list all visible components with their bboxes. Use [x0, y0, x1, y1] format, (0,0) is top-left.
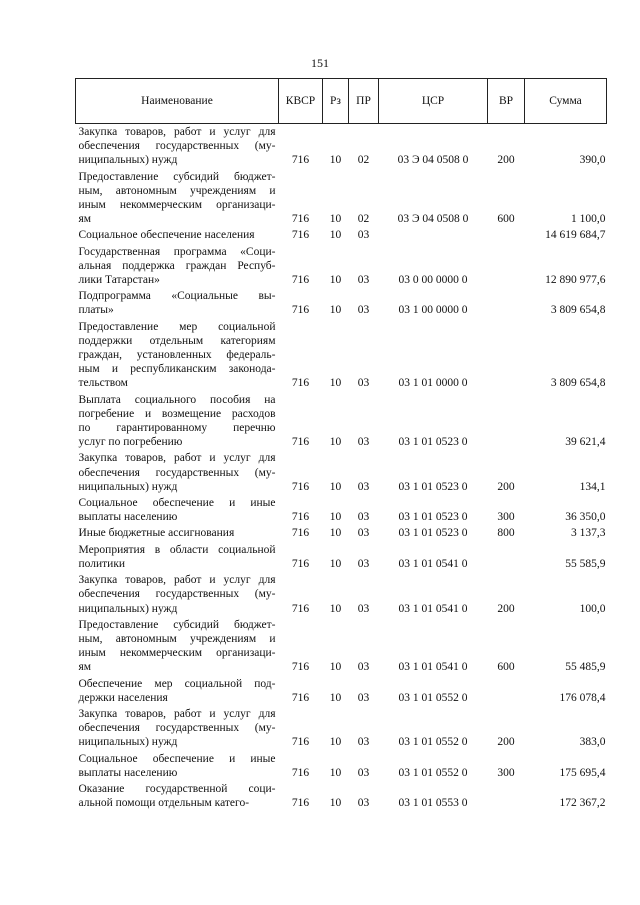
row-name-line: ным, автономным учреждениям и — [78, 632, 276, 645]
row-name-line: Обеспечение мер социальной под- — [78, 677, 276, 690]
cell-pr: 03 — [357, 274, 370, 287]
cell-pr: 03 — [357, 557, 370, 570]
row-name-line: погребение и возмещение расходов — [78, 407, 276, 420]
row-name-line: обеспечения государственных (му- — [78, 140, 276, 153]
cell-kvsr: 716 — [291, 557, 310, 570]
cell-csr: 03 Э 04 0508 0 — [397, 154, 469, 167]
table-row — [76, 392, 607, 451]
table-row — [76, 542, 607, 572]
cell-sum: 383,0 — [579, 736, 606, 749]
cell-kvsr: 716 — [291, 661, 310, 674]
cell-rz: 10 — [329, 527, 342, 540]
row-name — [76, 525, 279, 541]
row-name-line: Подпрограмма «Социальные вы- — [78, 290, 276, 303]
cell-pr: 03 — [357, 602, 370, 615]
cell-kvsr: 716 — [291, 736, 310, 749]
cell-pr: 03 — [357, 229, 370, 242]
cell-sum: 172 367,2 — [559, 797, 606, 810]
cell-rz: 10 — [329, 377, 342, 390]
row-name-line: Мероприятия в области социальной — [78, 543, 276, 556]
row-name-line: Предоставление субсидий бюджет- — [78, 618, 276, 631]
row-name-line: поддержки отдельным категориям — [78, 334, 276, 347]
row-name — [76, 617, 279, 676]
cell-pr: 02 — [357, 154, 370, 167]
row-name-line: выплаты населению — [78, 766, 178, 779]
cell-vr: 600 — [497, 661, 515, 674]
table-row — [76, 288, 607, 318]
row-name-line: ным, автономным учреждениям и — [78, 184, 276, 197]
cell-pr: 03 — [357, 304, 370, 317]
row-name-line: ниципальных) нужд — [78, 480, 178, 493]
cell-vr — [488, 319, 525, 392]
cell-csr: 03 1 01 0523 0 — [398, 511, 468, 524]
cell-rz: 10 — [329, 213, 342, 226]
cell-kvsr: 716 — [291, 511, 310, 524]
table-row — [76, 572, 607, 617]
row-name-line: Предоставление мер социальной — [78, 320, 276, 333]
cell-rz: 10 — [329, 736, 342, 749]
cell-csr: 03 1 01 0552 0 — [398, 736, 468, 749]
cell-pr: 03 — [357, 797, 370, 810]
cell-rz: 10 — [329, 154, 342, 167]
cell-kvsr: 716 — [291, 274, 310, 287]
cell-sum: 3 137,3 — [571, 527, 606, 540]
cell-sum: 12 890 977,6 — [545, 274, 606, 287]
row-name — [76, 244, 279, 289]
cell-csr: 03 1 01 0541 0 — [398, 557, 468, 570]
cell-vr: 200 — [497, 154, 515, 167]
header-name: Наименование — [76, 79, 279, 124]
cell-vr — [488, 781, 525, 811]
row-name-line: Государственная программа «Соци- — [78, 245, 276, 258]
table-row — [76, 617, 607, 676]
cell-sum: 55 485,9 — [565, 661, 606, 674]
cell-sum: 3 809 654,8 — [550, 304, 606, 317]
row-name-line: Социальное обеспечение населения — [78, 229, 255, 242]
row-name-line: ниципальных) нужд — [78, 736, 178, 749]
cell-csr: 03 1 01 0541 0 — [398, 661, 468, 674]
table-row — [76, 319, 607, 392]
cell-csr: 03 1 01 0000 0 — [398, 377, 468, 390]
page-number: 151 — [311, 56, 329, 70]
table-row — [76, 781, 607, 811]
row-name-line: платы» — [78, 304, 114, 317]
cell-csr: 03 1 01 0523 0 — [398, 436, 468, 449]
row-name-line: ям — [78, 661, 92, 674]
cell-pr: 03 — [357, 661, 370, 674]
cell-pr: 03 — [357, 527, 370, 540]
table-header — [76, 79, 607, 124]
row-name-line: тельством — [78, 377, 128, 390]
row-name-line: Закупка товаров, работ и услуг для — [78, 452, 276, 465]
cell-pr: 03 — [357, 377, 370, 390]
row-name — [76, 450, 279, 495]
cell-kvsr: 716 — [291, 766, 310, 779]
row-name-line: Социальное обеспечение и иные — [78, 752, 276, 765]
cell-rz: 10 — [329, 304, 342, 317]
cell-rz: 10 — [329, 229, 342, 242]
cell-pr: 03 — [357, 766, 370, 779]
row-name-line: Закупка товаров, работ и услуг для — [78, 126, 276, 138]
row-name-line: по гарантированному перечню — [78, 422, 276, 435]
row-name-line: Иные бюджетные ассигнования — [78, 527, 235, 540]
cell-kvsr: 716 — [291, 797, 310, 810]
table-row — [76, 676, 607, 706]
cell-pr: 03 — [357, 480, 370, 493]
cell-rz: 10 — [329, 511, 342, 524]
row-name — [76, 392, 279, 451]
header-rz: Рз — [323, 79, 349, 124]
cell-pr: 03 — [357, 436, 370, 449]
cell-sum: 1 100,0 — [571, 213, 606, 226]
cell-sum: 3 809 654,8 — [550, 377, 606, 390]
row-name-line: Оказание государственной соци- — [78, 782, 276, 795]
cell-sum: 39 621,4 — [565, 436, 606, 449]
cell-rz: 10 — [329, 557, 342, 570]
row-name-line: иным некоммерческим организаци- — [78, 199, 276, 212]
row-name-line: Закупка товаров, работ и услуг для — [78, 574, 276, 587]
cell-vr: 200 — [497, 480, 515, 493]
cell-vr: 800 — [497, 527, 515, 540]
row-name-line: выплаты населению — [78, 511, 178, 524]
cell-csr: 03 1 01 0523 0 — [398, 480, 468, 493]
row-name — [76, 495, 279, 525]
header-pr: ПР — [349, 79, 379, 124]
table-row — [76, 450, 607, 495]
cell-kvsr: 716 — [291, 304, 310, 317]
cell-vr: 600 — [497, 213, 515, 226]
row-name-line: ниципальных) нужд — [78, 154, 178, 167]
cell-kvsr: 716 — [291, 691, 310, 704]
cell-kvsr: 716 — [291, 602, 310, 615]
cell-kvsr: 716 — [291, 229, 310, 242]
cell-sum: 100,0 — [579, 602, 606, 615]
row-name-line: ниципальных) нужд — [78, 602, 178, 615]
row-name — [76, 288, 279, 318]
cell-csr: 03 Э 04 0508 0 — [397, 213, 469, 226]
row-name-line: услуг по погребению — [78, 436, 183, 449]
cell-rz: 10 — [329, 602, 342, 615]
cell-csr: 03 1 01 0552 0 — [398, 766, 468, 779]
cell-sum: 36 350,0 — [565, 511, 606, 524]
cell-sum: 14 619 684,7 — [545, 229, 606, 242]
row-name-line: иным некоммерческим организаци- — [78, 647, 276, 660]
cell-rz: 10 — [329, 436, 342, 449]
row-name-line: обеспечения государственных (му- — [78, 588, 276, 601]
cell-pr: 03 — [357, 691, 370, 704]
table-body — [76, 124, 607, 812]
table-row — [76, 751, 607, 781]
row-name — [76, 751, 279, 781]
header-vr: ВР — [488, 79, 525, 124]
cell-rz: 10 — [329, 274, 342, 287]
cell-vr — [488, 288, 525, 318]
table-row — [76, 169, 607, 228]
row-name-line: держки населения — [78, 691, 168, 704]
header-csr: ЦСР — [379, 79, 488, 124]
cell-vr — [488, 244, 525, 289]
row-name — [76, 572, 279, 617]
cell-rz: 10 — [329, 691, 342, 704]
cell-sum: 176 078,4 — [559, 691, 606, 704]
cell-kvsr: 716 — [291, 213, 310, 226]
budget-table — [75, 78, 607, 811]
row-name-line: обеспечения государственных (му- — [78, 722, 276, 735]
cell-rz: 10 — [329, 766, 342, 779]
cell-sum: 134,1 — [579, 480, 606, 493]
row-name-line: альная поддержка граждан Респуб- — [78, 259, 276, 272]
cell-kvsr: 716 — [291, 480, 310, 493]
cell-sum: 390,0 — [579, 154, 606, 167]
table-row — [76, 525, 607, 541]
cell-pr: 02 — [357, 213, 370, 226]
cell-vr: 200 — [497, 736, 515, 749]
cell-kvsr: 716 — [291, 154, 310, 167]
cell-csr: 03 0 00 0000 0 — [398, 274, 468, 287]
cell-csr — [379, 227, 488, 243]
cell-kvsr: 716 — [291, 527, 310, 540]
cell-kvsr: 716 — [291, 377, 310, 390]
row-name — [76, 781, 279, 811]
row-name — [76, 227, 279, 243]
cell-rz: 10 — [329, 797, 342, 810]
cell-vr — [488, 227, 525, 243]
cell-csr: 03 1 01 0553 0 — [398, 797, 468, 810]
cell-vr — [488, 392, 525, 451]
header-sum: Сумма — [525, 79, 607, 124]
table-row — [76, 124, 607, 169]
row-name-line: ным и республиканским законода- — [78, 363, 276, 376]
cell-kvsr: 716 — [291, 436, 310, 449]
row-name-line: лики Татарстан» — [78, 274, 160, 287]
cell-vr — [488, 676, 525, 706]
row-name-line: Социальное обеспечение и иные — [78, 497, 276, 510]
cell-rz: 10 — [329, 661, 342, 674]
row-name — [76, 676, 279, 706]
cell-csr: 03 1 00 0000 0 — [398, 304, 468, 317]
cell-sum: 175 695,4 — [559, 766, 606, 779]
row-name — [76, 542, 279, 572]
row-name — [76, 319, 279, 392]
row-name-line: обеспечения государственных (му- — [78, 466, 276, 479]
cell-csr: 03 1 01 0552 0 — [398, 691, 468, 704]
cell-pr: 03 — [357, 736, 370, 749]
cell-vr: 300 — [497, 511, 515, 524]
cell-csr: 03 1 01 0541 0 — [398, 602, 468, 615]
row-name — [76, 124, 279, 169]
row-name-line: Закупка товаров, работ и услуг для — [78, 707, 276, 720]
header-kvsr: КВСР — [279, 79, 323, 124]
cell-vr: 300 — [497, 766, 515, 779]
cell-vr — [488, 542, 525, 572]
cell-sum: 55 585,9 — [565, 557, 606, 570]
table-row — [76, 706, 607, 751]
cell-csr: 03 1 01 0523 0 — [398, 527, 468, 540]
cell-pr: 03 — [357, 511, 370, 524]
cell-vr: 200 — [497, 602, 515, 615]
row-name-line: альной помощи отдельным катего- — [78, 797, 250, 810]
row-name — [76, 169, 279, 228]
table-row — [76, 227, 607, 243]
row-name-line: политики — [78, 557, 126, 570]
row-name-line: Выплата социального пособия на — [78, 393, 276, 406]
row-name — [76, 706, 279, 751]
row-name-line: ям — [78, 213, 92, 226]
row-name-line: Предоставление субсидий бюджет- — [78, 170, 276, 183]
cell-rz: 10 — [329, 480, 342, 493]
table-row — [76, 244, 607, 289]
row-name-line: граждан, установленных федераль- — [78, 349, 276, 362]
table-row — [76, 495, 607, 525]
